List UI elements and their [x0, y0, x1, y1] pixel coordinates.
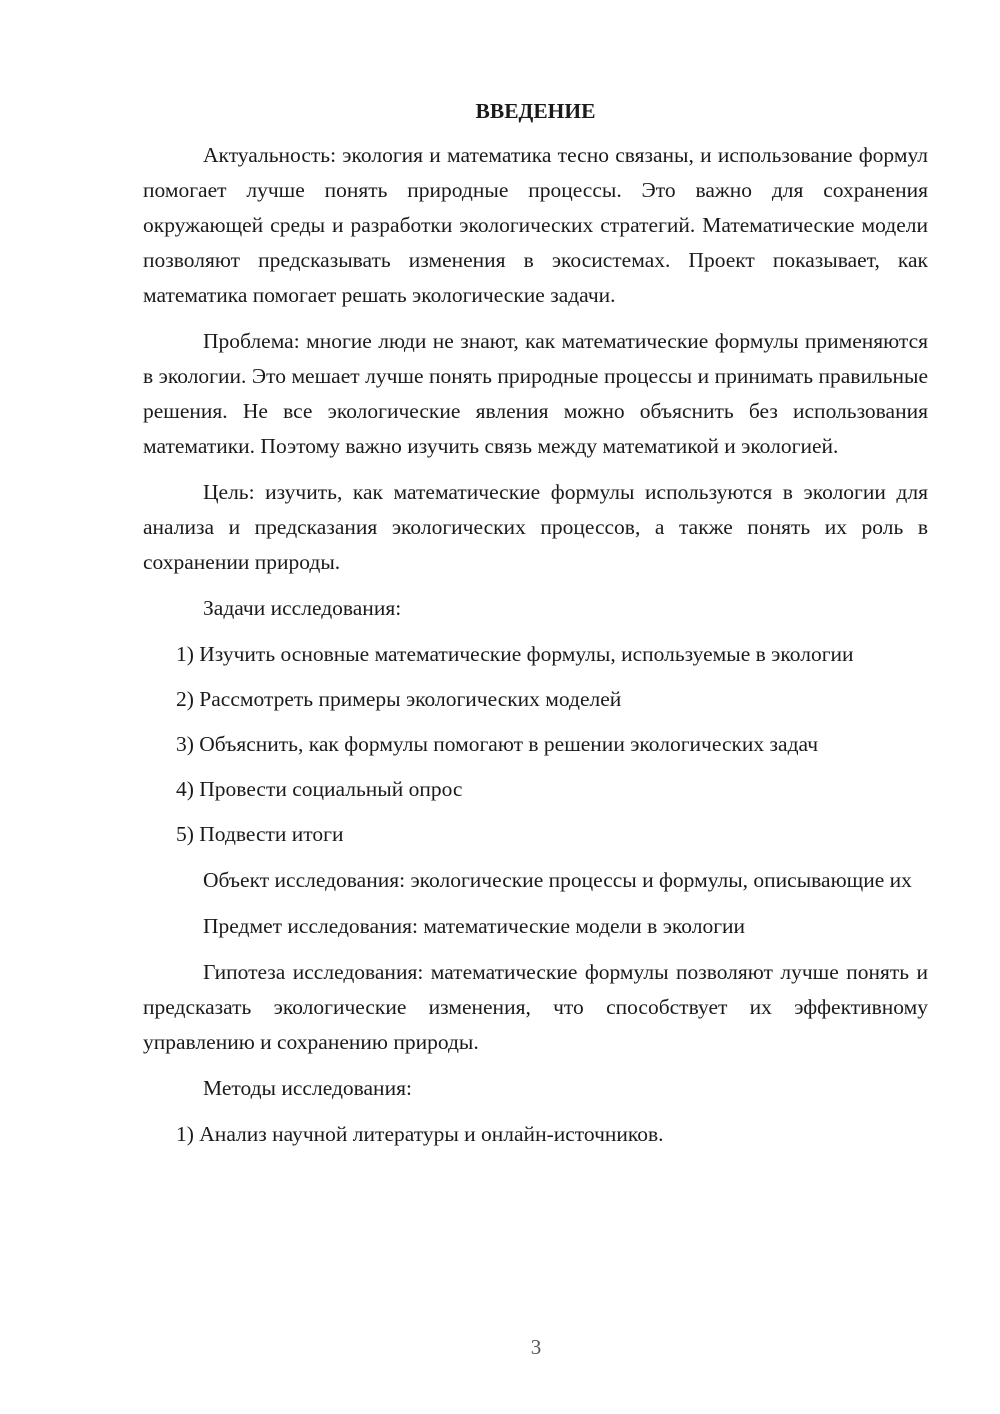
section-title: ВВЕДЕНИЕ — [475, 99, 596, 123]
paragraph-object: Объект исследования: экологические процессы и формулы, описывающие их — [203, 868, 912, 892]
paragraph-problem: Проблема: многие люди не знают, как математические формулы применяются в экологии. Это мешает лучше понять природные процессы и принимать правильные решения. Не все экологические явления можно объяснить без использования математики. Поэтому важно изучить связь между математикой и экологией. — [143, 329, 928, 458]
list-item-task: 1) Изучить основные математические формулы, используемые в экологии — [176, 642, 854, 666]
list-item-task: 2) Рассмотреть примеры экологических моделей — [176, 687, 622, 711]
list-item-task: 4) Провести социальный опрос — [176, 777, 463, 801]
paragraph-goal: Цель: изучить, как математические формулы используются в экологии для анализа и предсказания экологических процессов, а также понять их роль в сохранении природы. — [143, 480, 928, 574]
list-item-task: 3) Объяснить, как формулы помогают в решении экологических задач — [176, 732, 819, 756]
document-page — [143, 96, 928, 1152]
tasks-heading: Задачи исследования: — [203, 596, 402, 620]
paragraph-relevance: Актуальность: экология и математика тесно связаны, и использование формул помогает лучше понять природные процессы. Это важно для сохранения окружающей среды и разработки экологических стратегий. Математические модели позволяют предсказывать изменения в экосистемах. Проект показывает, как математика помогает решать экологические задачи. — [143, 143, 928, 307]
list-item-method: 1) Анализ научной литературы и онлайн-источников. — [176, 1122, 664, 1146]
list-item-task: 5) Подвести итоги — [176, 822, 344, 846]
paragraph-subject: Предмет исследования: математические модели в экологии — [203, 914, 746, 938]
methods-heading: Методы исследования: — [203, 1076, 412, 1100]
page-number: 3 — [530, 1335, 542, 1359]
paragraph-hypothesis: Гипотеза исследования: математические формулы позволяют лучше понять и предсказать экологические изменения, что способствует их эффективному управлению и сохранению природы. — [143, 960, 928, 1054]
